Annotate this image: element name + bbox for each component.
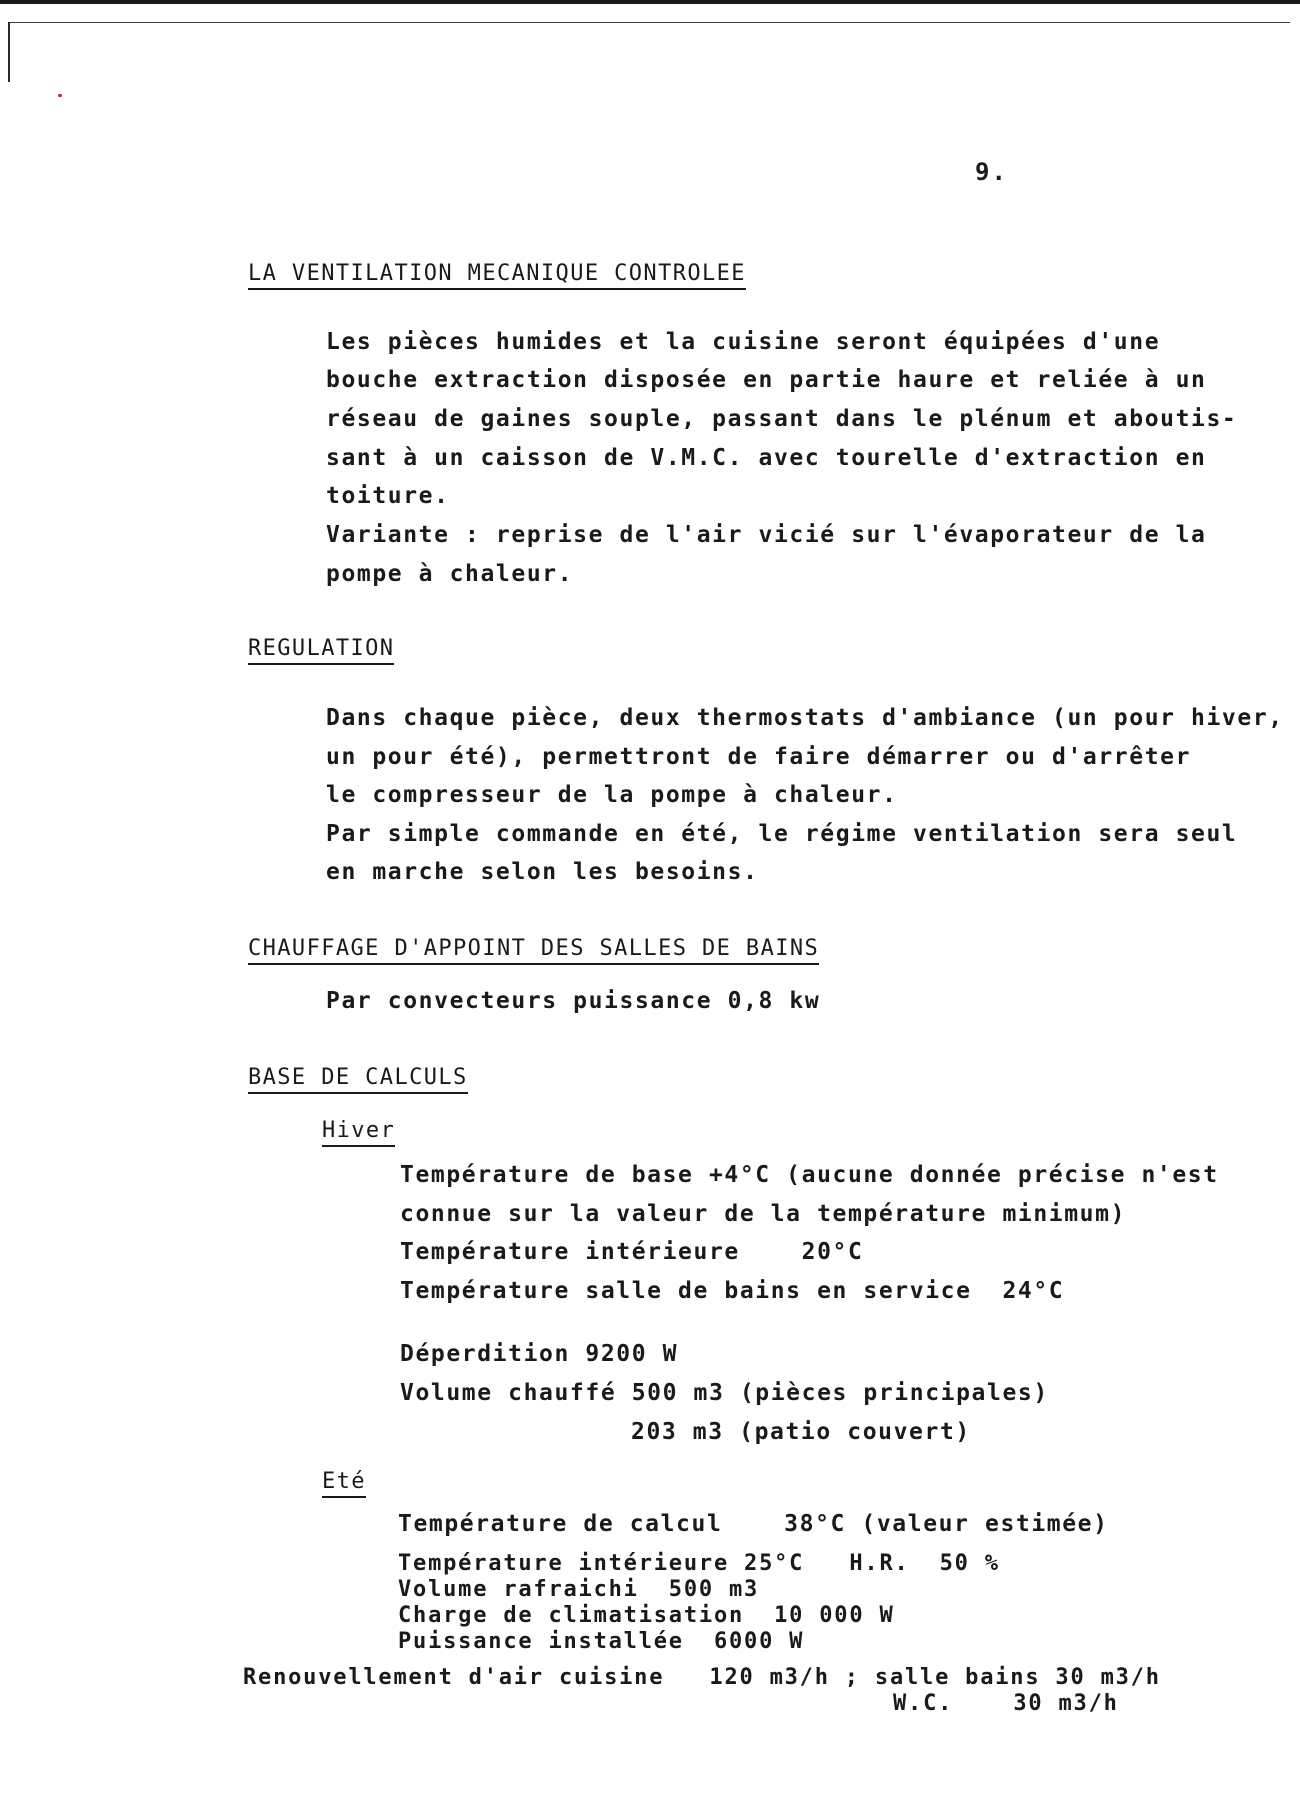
vmc-line-7: pompe à chaleur. bbox=[326, 561, 574, 587]
heading-chauffage: CHAUFFAGE D'APPOINT DES SALLES DE BAINS bbox=[248, 935, 819, 965]
hiver-line-4: Température salle de bains en service 24°C bbox=[400, 1278, 1065, 1304]
scan-top-edge bbox=[0, 0, 1300, 4]
page-number: 9. bbox=[975, 158, 1008, 186]
hiver-line-7: 203 m3 (patio couvert) bbox=[631, 1419, 971, 1445]
chauffage-line-1: Par convecteurs puissance 0,8 kw bbox=[326, 988, 821, 1014]
hiver-line-2: connue sur la valeur de la température minimum) bbox=[400, 1201, 1127, 1227]
heading-regulation: REGULATION bbox=[248, 635, 394, 665]
renouvellement-line-2: W.C. 30 m3/h bbox=[893, 1691, 1119, 1716]
ete-line-2: Température intérieure 25°C H.R. 50 % bbox=[398, 1551, 1000, 1576]
ete-line-3: Volume rafraichi 500 m3 bbox=[398, 1577, 760, 1602]
vmc-line-6: Variante : reprise de l'air vicié sur l'évaporateur de la bbox=[326, 522, 1207, 548]
scan-left-edge bbox=[8, 22, 10, 82]
heading-vmc: LA VENTILATION MECANIQUE CONTROLEE bbox=[248, 260, 746, 290]
ete-line-4: Charge de climatisation 10 000 W bbox=[398, 1603, 895, 1628]
hiver-line-1: Température de base +4°C (aucune donnée précise n'est bbox=[400, 1162, 1219, 1188]
hiver-line-5: Déperdition 9200 W bbox=[400, 1341, 679, 1367]
regulation-line-2: un pour été), permettront de faire démarrer ou d'arrêter bbox=[326, 744, 1192, 770]
vmc-line-3: réseau de gaines souple, passant dans le plénum et aboutis- bbox=[326, 406, 1238, 432]
vmc-line-5: toiture. bbox=[326, 483, 450, 509]
heading-calculs: BASE DE CALCULS bbox=[248, 1064, 468, 1094]
regulation-line-3: le compresseur de la pompe à chaleur. bbox=[326, 782, 898, 808]
scan-speck bbox=[58, 94, 62, 97]
regulation-line-4: Par simple commande en été, le régime ventilation sera seul bbox=[326, 821, 1238, 847]
vmc-line-1: Les pièces humides et la cuisine seront équipées d'une bbox=[326, 329, 1161, 355]
hiver-line-6: Volume chauffé 500 m3 (pièces principales) bbox=[400, 1380, 1049, 1406]
heading-ete: Eté bbox=[322, 1468, 366, 1498]
vmc-line-2: bouche extraction disposée en partie haure et reliée à un bbox=[326, 367, 1207, 393]
vmc-line-4: sant à un caisson de V.M.C. avec tourelle d'extraction en bbox=[326, 445, 1207, 471]
scan-border-line bbox=[10, 22, 1290, 23]
regulation-line-5: en marche selon les besoins. bbox=[326, 859, 759, 885]
heading-hiver: Hiver bbox=[322, 1117, 395, 1147]
ete-line-5: Puissance installée 6000 W bbox=[398, 1629, 805, 1654]
hiver-line-3: Température intérieure 20°C bbox=[400, 1239, 864, 1265]
ete-line-1: Température de calcul 38°C (valeur estimée) bbox=[398, 1511, 1109, 1537]
regulation-line-1: Dans chaque pièce, deux thermostats d'ambiance (un pour hiver, bbox=[326, 705, 1284, 731]
renouvellement-line-1: Renouvellement d'air cuisine 120 m3/h ; salle bains 30 m3/h bbox=[243, 1665, 1161, 1690]
